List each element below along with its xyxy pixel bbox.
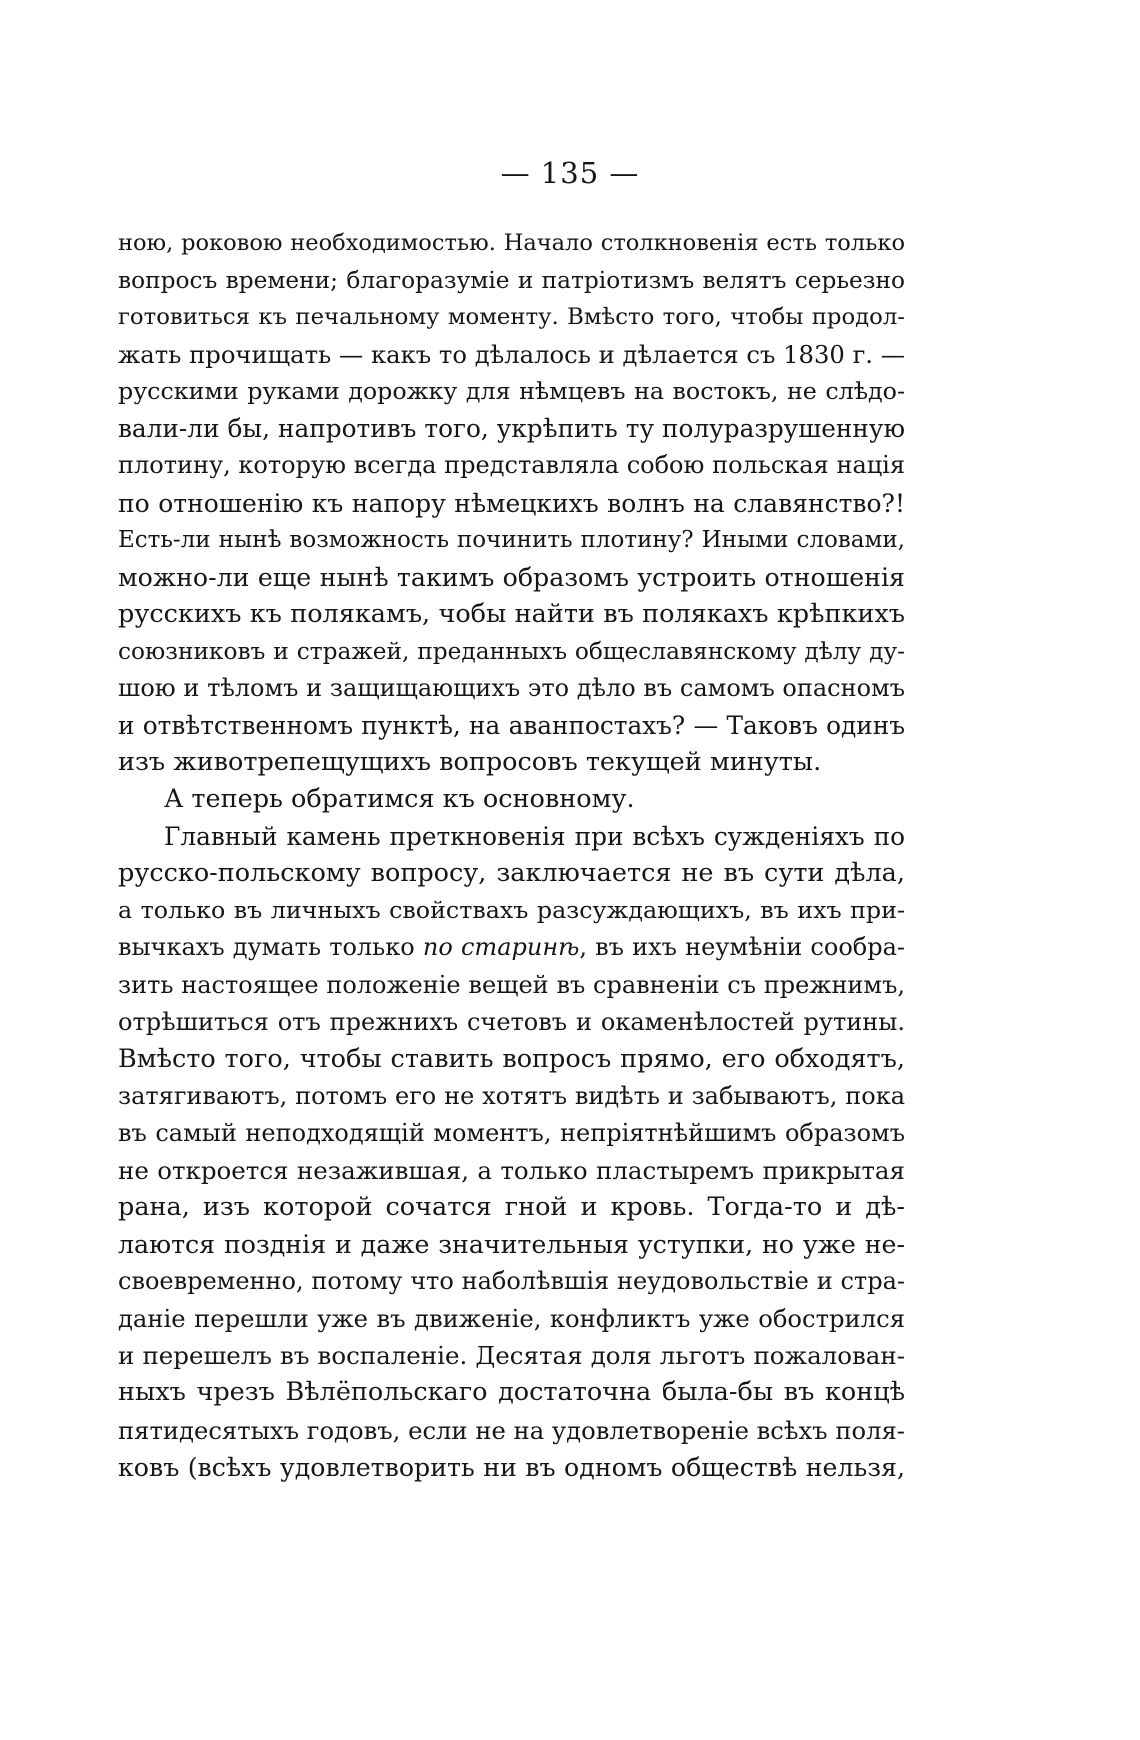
- page-number: — 135 —: [500, 156, 640, 190]
- text-line: не откроется незажившая, а только пластыремъ прикрытая: [118, 1155, 905, 1185]
- paragraph-3: [118, 818, 905, 1485]
- text-line: а только въ личныхъ свойствахъ разсуждающихъ, въ ихъ при-: [118, 896, 905, 925]
- text-line: даніе перешли уже въ движеніе, конфликтъ уже обострился: [118, 1304, 905, 1334]
- text-line: въ самый неподходящій моментъ, непріятнѣйшимъ образомъ: [118, 1118, 905, 1147]
- line-text-after: , въ ихъ неумѣніи сообра-: [579, 933, 905, 962]
- text-line: рана, изъ которой сочатся гной и кровь. Тогда-то и дѣ-: [118, 1192, 905, 1223]
- italic-phrase: по старинѣ: [422, 933, 580, 962]
- text-line: отрѣшиться отъ прежнихъ счетовъ и окаменѣлостей рутины.: [118, 1007, 905, 1036]
- text-line: Главный камень преткновенія при всѣхъ сужденіяхъ по: [164, 822, 905, 852]
- text-line: ныхъ чрезъ Вѣлёпольскаго достаточна была-бы въ концѣ: [118, 1377, 905, 1408]
- text-line: вопросъ времени; благоразуміе и патріотизмъ велятъ серьезно: [118, 267, 905, 295]
- text-line: лаются позднія и даже значительныя уступки, но уже не-: [118, 1230, 905, 1260]
- text-line: зить настоящее положеніе вещей въ сравненіи съ прежнимъ,: [118, 970, 905, 999]
- text-line: вали-ли бы, напротивъ того, укрѣпить ту полуразрушенную: [118, 414, 905, 444]
- text-line: ною, роковою необходимостью. Начало столкновенія есть только: [118, 230, 905, 256]
- text-line: и перешелъ въ воспаленіе. Десятая доля льготъ пожалован-: [118, 1341, 905, 1371]
- text-line: можно-ли еще нынѣ такимъ образомъ устроить отношенія: [118, 562, 905, 592]
- text-line: плотину, которую всегда представляла собою польская нація: [118, 451, 905, 480]
- text-line: по отношенію къ напору нѣмецкихъ волнъ на славянство?!: [118, 488, 905, 518]
- line-text-before: вычкахъ думать только: [118, 933, 423, 962]
- text-line: жать прочищать — какъ то дѣлалось и дѣлается съ 1830 г. —: [118, 340, 905, 370]
- text-line: русскими руками дорожку для нѣмцевъ на востокъ, не слѣдо-: [118, 377, 905, 406]
- paragraph-2: [118, 781, 905, 818]
- text-line: русскихъ къ полякамъ, чобы найти въ полякахъ крѣпкихъ: [118, 598, 905, 629]
- text-line: Вмѣсто того, чтобы ставить вопросъ прямо, его обходятъ,: [118, 1043, 905, 1074]
- text-line: готовиться къ печальному моменту. Вмѣсто того, чтобы продол-: [118, 304, 905, 331]
- text-line: ковъ (всѣхъ удовлетворить ни въ одномъ обществѣ нельзя,: [118, 1452, 905, 1482]
- text-line: своевременно, потому что наболѣвшія неудовольствіе и стра-: [118, 1267, 905, 1296]
- text-line: Есть-ли нынѣ возможность починить плотину? Иными словами,: [118, 526, 905, 553]
- text-line: русско-польскому вопросу, заключается не въ сути дѣла,: [118, 858, 905, 889]
- text-line: пятидесятыхъ годовъ, если не на удовлетвореніе всѣхъ поля-: [118, 1415, 905, 1445]
- text-line: А теперь обратимся къ основному.: [164, 784, 635, 815]
- text-line-with-italic: [118, 929, 905, 966]
- text-line: изъ животрепещущихъ вопросовъ текущей минуты.: [118, 747, 822, 778]
- text-line: и отвѣтственномъ пунктѣ, на аванпостахъ? — Таковъ одинъ: [118, 711, 905, 741]
- text-line: затягиваютъ, потомъ его не хотятъ видѣть и забываютъ, пока: [118, 1081, 905, 1110]
- text-line: союзниковъ и стражей, преданныхъ общеславянскому дѣлу ду-: [118, 637, 905, 665]
- text-line: шою и тѣломъ и защищающихъ это дѣло въ самомъ опасномъ: [118, 673, 905, 702]
- body-text: [118, 225, 905, 1486]
- paragraph-1: [118, 225, 905, 781]
